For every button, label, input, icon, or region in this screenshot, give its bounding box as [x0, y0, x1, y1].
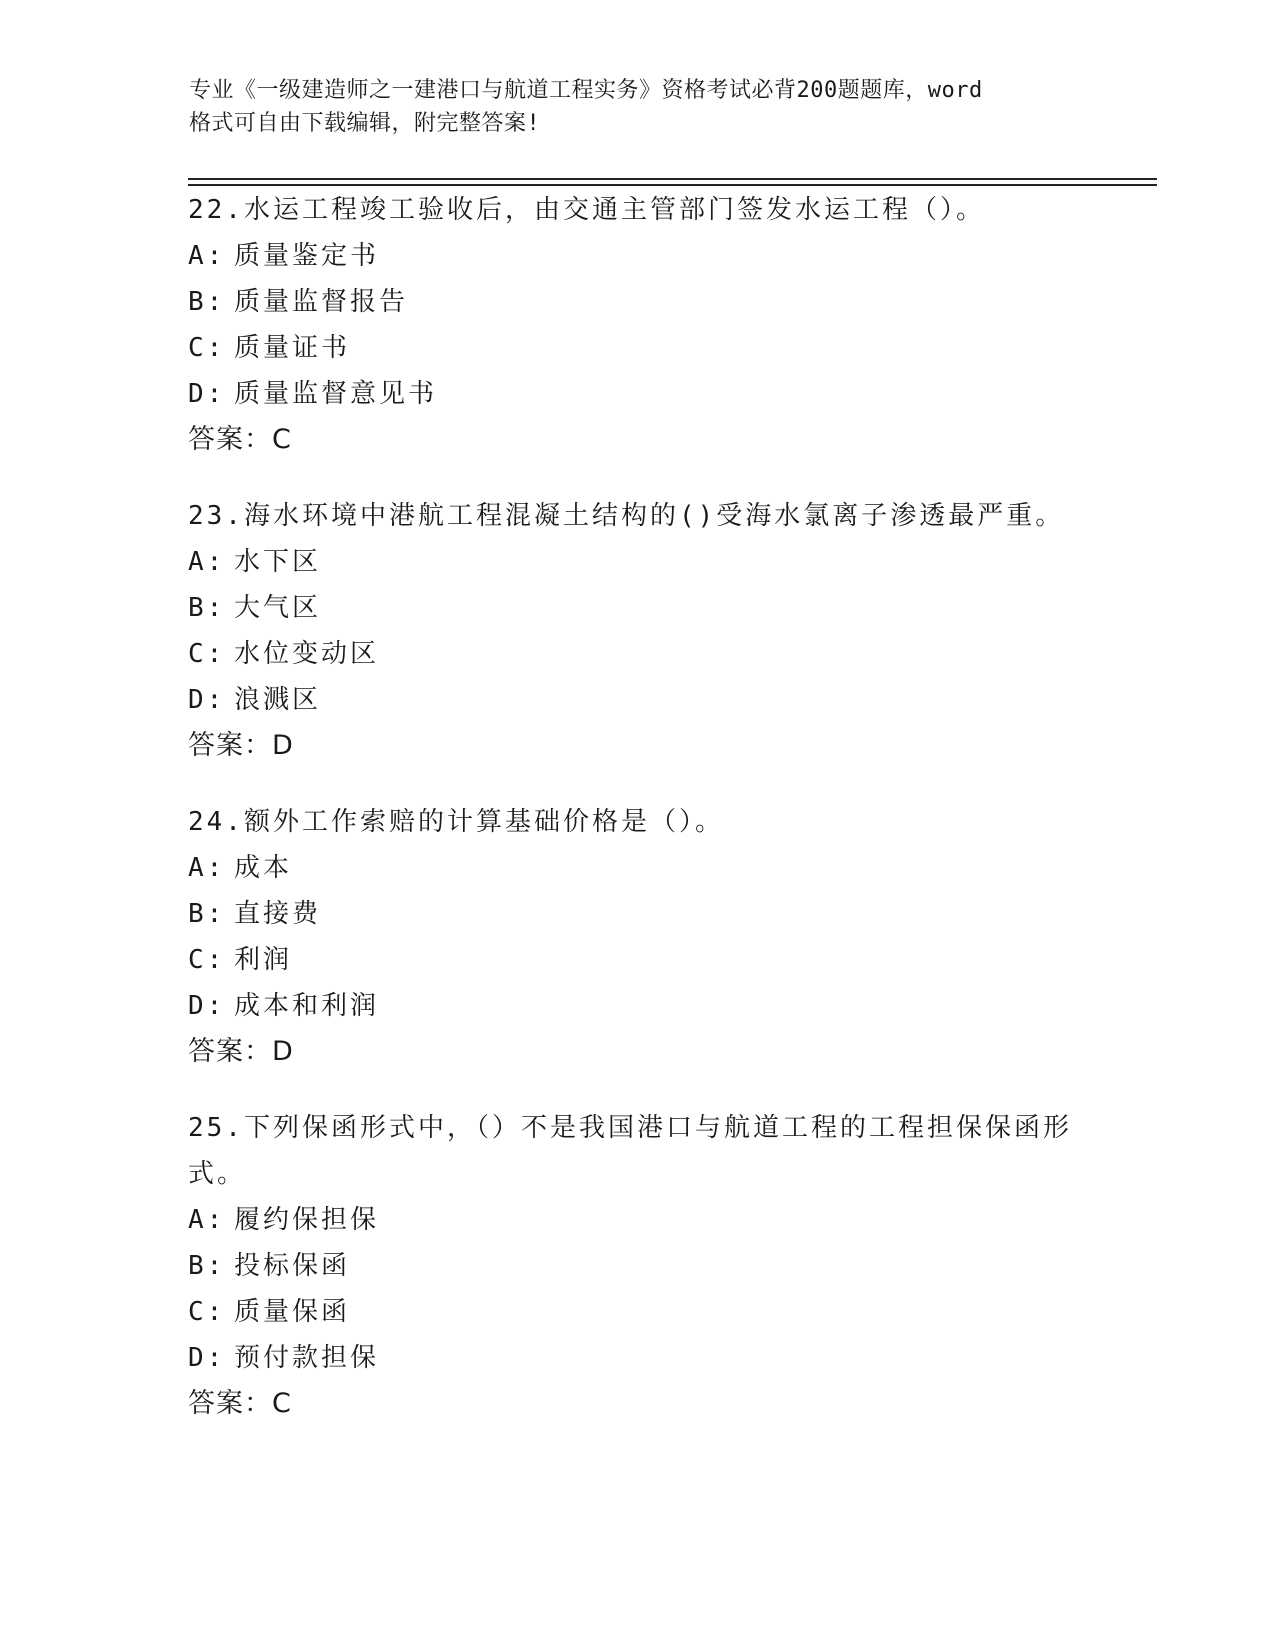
- option-text: 投标保函: [234, 1251, 351, 1281]
- option-text: 浪溅区: [234, 685, 322, 715]
- option-text: 水位变动区: [234, 639, 380, 669]
- question-stem: 22.水运工程竣工验收后，由交通主管部门签发水运工程（）。: [188, 195, 985, 225]
- answer-value: D: [272, 1036, 293, 1067]
- header-line-2: 格式可自由下载编辑，附完整答案!: [189, 111, 541, 136]
- question-stem-line-1: 25.下列保函形式中，（）不是我国港口与航道工程的工程担保保函形: [188, 1113, 1072, 1143]
- answer-line: [188, 1381, 1128, 1427]
- option-a: [188, 539, 1128, 585]
- option-text: 质量鉴定书: [234, 241, 380, 271]
- document-header: [189, 74, 1089, 140]
- option-b: [188, 891, 1128, 937]
- option-text: 质量监督意见书: [234, 379, 438, 409]
- answer-value: C: [272, 1388, 291, 1419]
- option-c: [188, 325, 1128, 371]
- answer-line: [188, 723, 1128, 769]
- option-d: [188, 371, 1128, 417]
- option-key: C:: [188, 1297, 226, 1327]
- option-text: 利润: [234, 945, 293, 975]
- answer-value: C: [272, 424, 291, 455]
- option-key: C:: [188, 333, 226, 363]
- option-key: C:: [188, 945, 226, 975]
- question-25: [188, 1105, 1128, 1427]
- option-c: [188, 1289, 1128, 1335]
- option-text: 质量监督报告: [234, 287, 409, 317]
- answer-line: [188, 417, 1128, 463]
- option-key: B:: [188, 287, 226, 317]
- option-key: A:: [188, 1205, 226, 1235]
- option-c: [188, 631, 1128, 677]
- header-divider-bottom: [188, 184, 1157, 186]
- answer-label: 答案：: [188, 1388, 272, 1419]
- option-key: D:: [188, 1343, 226, 1373]
- option-text: 大气区: [234, 593, 322, 623]
- option-d: [188, 1335, 1128, 1381]
- option-a: [188, 1197, 1128, 1243]
- option-key: A:: [188, 547, 226, 577]
- option-b: [188, 279, 1128, 325]
- answer-label: 答案：: [188, 730, 272, 761]
- option-text: 直接费: [234, 899, 322, 929]
- option-key: B:: [188, 593, 226, 623]
- option-key: B:: [188, 899, 226, 929]
- option-key: B:: [188, 1251, 226, 1281]
- question-stem-line-2: 式。: [188, 1159, 247, 1189]
- answer-line: [188, 1029, 1128, 1075]
- question-stem: 23.海水环境中港航工程混凝土结构的()受海水氯离子渗透最严重。: [188, 501, 1065, 531]
- option-key: A:: [188, 241, 226, 271]
- option-text: 预付款担保: [234, 1343, 380, 1373]
- option-text: 质量保函: [234, 1297, 351, 1327]
- option-text: 成本: [234, 853, 293, 883]
- question-23: [188, 493, 1128, 769]
- option-d: [188, 983, 1128, 1029]
- header-divider-top: [188, 178, 1157, 180]
- option-key: D:: [188, 379, 226, 409]
- option-c: [188, 937, 1128, 983]
- option-key: D:: [188, 991, 226, 1021]
- option-a: [188, 233, 1128, 279]
- option-text: 水下区: [234, 547, 322, 577]
- option-b: [188, 585, 1128, 631]
- option-b: [188, 1243, 1128, 1289]
- option-key: A:: [188, 853, 226, 883]
- option-d: [188, 677, 1128, 723]
- option-key: C:: [188, 639, 226, 669]
- option-key: D:: [188, 685, 226, 715]
- question-24: [188, 799, 1128, 1075]
- answer-label: 答案：: [188, 1036, 272, 1067]
- answer-label: 答案：: [188, 424, 272, 455]
- option-text: 质量证书: [234, 333, 351, 363]
- answer-value: D: [272, 730, 293, 761]
- question-stem: 24.额外工作索赔的计算基础价格是（）。: [188, 807, 724, 837]
- option-text: 履约保担保: [234, 1205, 380, 1235]
- option-text: 成本和利润: [234, 991, 380, 1021]
- question-22: [188, 187, 1128, 463]
- header-line-1: 专业《一级建造师之一建港口与航道工程实务》资格考试必背200题题库，word: [189, 78, 983, 103]
- option-a: [188, 845, 1128, 891]
